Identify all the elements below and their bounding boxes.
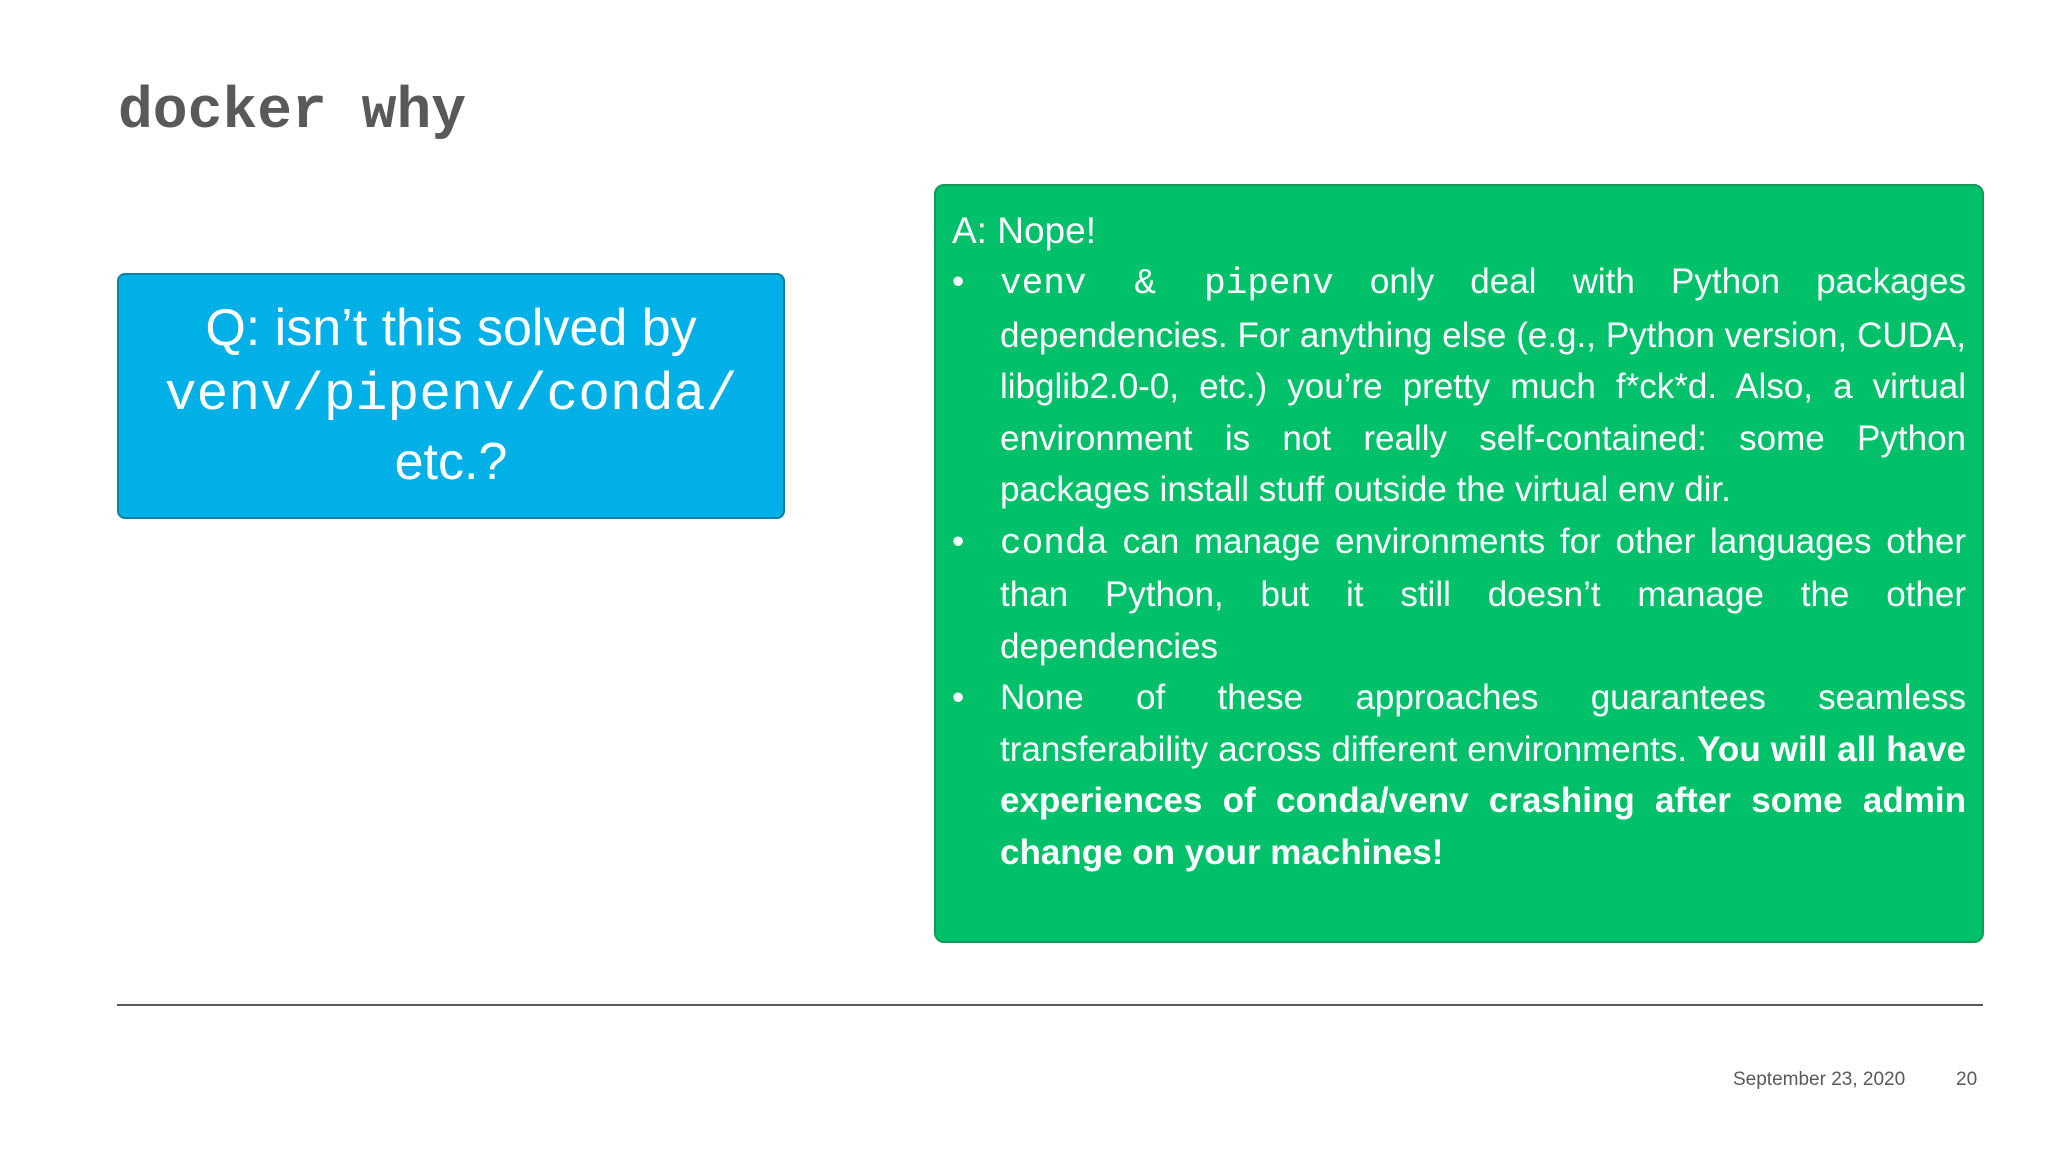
question-line-1: Q: isn’t this solved by (205, 299, 697, 357)
answer-heading: A: Nope! (952, 210, 1096, 251)
answer-bullet-conda (952, 516, 1966, 673)
bullet-text: only deal with Python packages dependencies. For anything else (e.g., Python version, CUDA, libglib2.0-0, etc.) you’re pretty much f*ck*d. Also, a virtual environment is not really self-contained: some Python packages install stuff outside the virtual env dir. (1000, 262, 1966, 509)
answer-bullet-venv (952, 256, 1966, 516)
question-line-2: venv/pipenv/conda/ (164, 365, 738, 425)
answer-list (952, 256, 1966, 878)
bullet-icon: • (952, 678, 965, 717)
page-number: 20 (1956, 1069, 1978, 1090)
bullet-icon: • (952, 262, 965, 301)
code-conda: conda (1000, 522, 1109, 564)
answer-bullet-transferability (952, 672, 1966, 878)
slide-title: docker why (118, 80, 467, 145)
question-line-3: etc.? (394, 433, 508, 491)
question-box (117, 273, 785, 519)
footer-divider (117, 1004, 1983, 1006)
bullet-text: can manage environments for other languages other than Python, but it still doesn’t manage the other dependencies (1000, 521, 1966, 666)
bullet-text: None of these approaches guarantees seamless transferability across different environments. (1000, 678, 1966, 769)
code-venv-pipenv: venv & pipenv (1000, 263, 1334, 304)
answer-box (934, 184, 1984, 943)
bullet-icon: • (952, 521, 965, 561)
bullet-emphasis: You will all have experiences of conda/venv crashing after some admin change on your machines! (1000, 729, 1967, 872)
footer-date: September 23, 2020 (1733, 1069, 1906, 1090)
